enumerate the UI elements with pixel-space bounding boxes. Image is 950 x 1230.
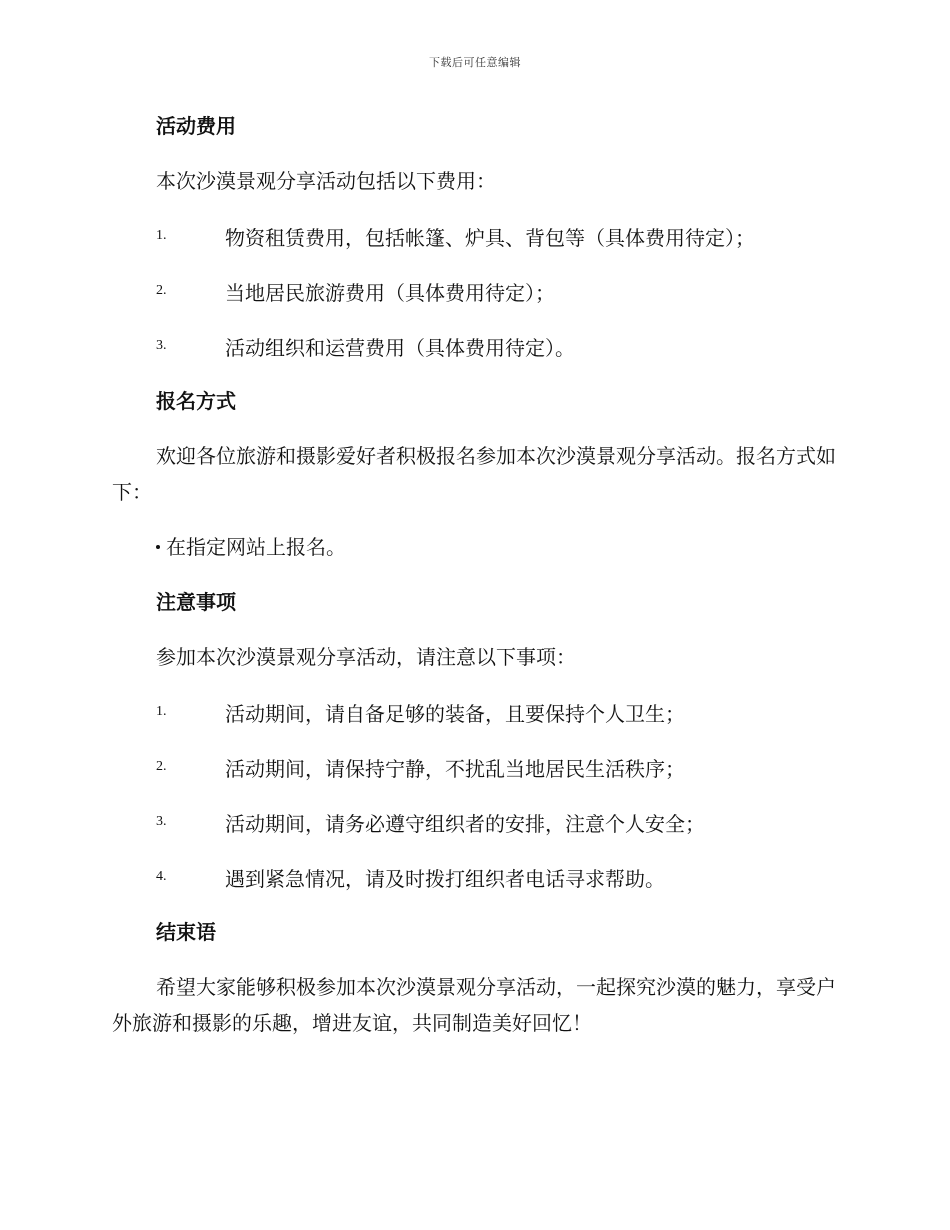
list-number: 3. xyxy=(156,338,167,353)
section-title-fees: 活动费用 xyxy=(156,114,236,138)
bullet-dot-icon xyxy=(156,545,160,549)
list-text: 遇到紧急情况，请及时拨打组织者电话寻求帮助。 xyxy=(225,866,665,891)
list-item xyxy=(112,328,838,364)
page-header: 下载后可任意编辑 xyxy=(429,56,521,69)
list-number: 1. xyxy=(156,228,167,243)
list-text: 活动期间，请自备足够的装备，且要保持个人卫生； xyxy=(225,701,685,726)
list-item xyxy=(112,218,838,254)
section-title-signup: 报名方式 xyxy=(156,389,236,413)
list-number: 4. xyxy=(156,869,167,884)
list-item xyxy=(112,859,838,895)
section-title-closing: 结束语 xyxy=(156,920,216,944)
list-item xyxy=(112,273,838,309)
list-text: 活动期间，请保持宁静，不扰乱当地居民生活秩序； xyxy=(225,756,685,781)
fees-intro: 本次沙漠景观分享活动包括以下费用： xyxy=(156,169,496,193)
bullet-text: 在指定网站上报名。 xyxy=(166,535,346,559)
closing-text: 希望大家能够积极参加本次沙漠景观分享活动，一起探究沙漠的魅力，享受户外旅游和摄影的乐趣，增进友谊，共同制造美好回忆！ xyxy=(112,975,836,1035)
list-text: 活动组织和运营费用（具体费用待定）。 xyxy=(225,335,575,360)
list-text: 物资租赁费用，包括帐篷、炉具、背包等（具体费用待定）； xyxy=(225,225,755,250)
notes-intro: 参加本次沙漠景观分享活动，请注意以下事项： xyxy=(156,645,576,669)
bullet-item xyxy=(156,529,838,565)
list-text: 当地居民旅游费用（具体费用待定）； xyxy=(225,280,555,305)
document-body xyxy=(112,108,838,1060)
list-text: 活动期间，请务必遵守组织者的安排，注意个人安全； xyxy=(225,811,705,836)
list-number: 1. xyxy=(156,704,167,719)
list-number: 3. xyxy=(156,814,167,829)
signup-intro: 欢迎各位旅游和摄影爱好者积极报名参加本次沙漠景观分享活动。报名方式如下： xyxy=(112,444,836,504)
list-number: 2. xyxy=(156,759,167,774)
list-item xyxy=(112,749,838,785)
section-title-notes: 注意事项 xyxy=(156,590,236,614)
list-number: 2. xyxy=(156,283,167,298)
list-item xyxy=(112,804,838,840)
list-item xyxy=(112,694,838,730)
